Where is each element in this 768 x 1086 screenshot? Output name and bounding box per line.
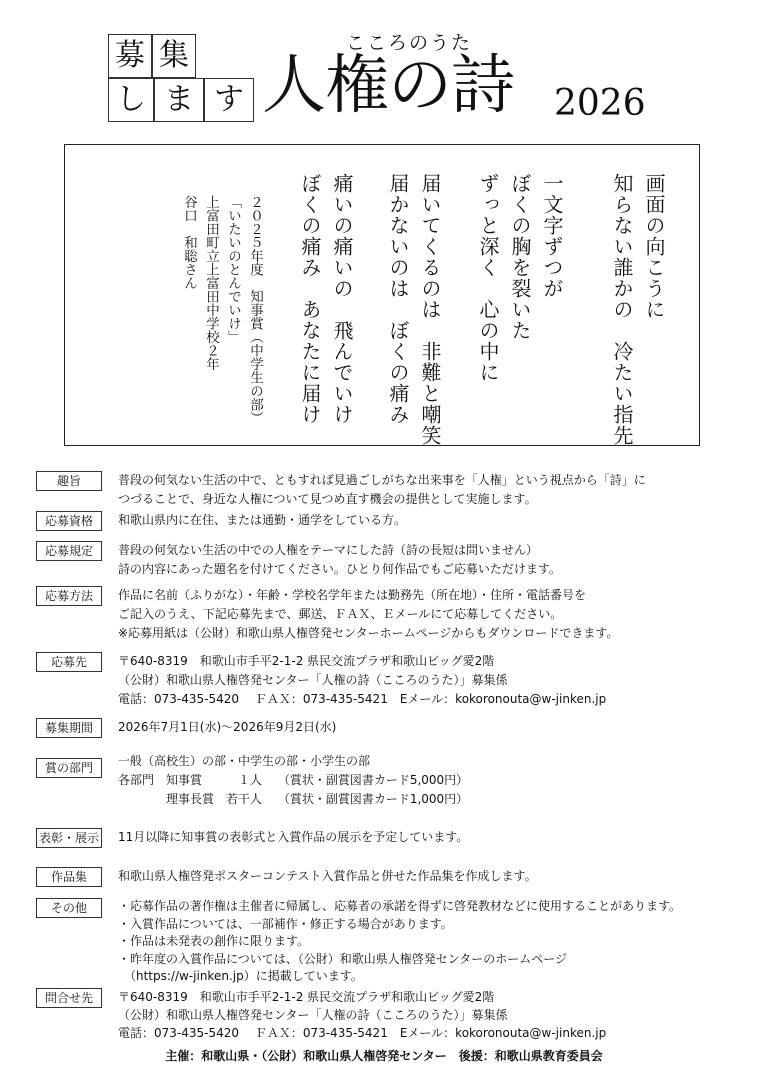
section-label: 賞の部門 <box>36 758 102 778</box>
title-furigana: こころのうた <box>346 32 473 54</box>
section-body: 11月以降に知事賞の表彰式と入賞作品の展示を予定しています。 <box>118 830 469 844</box>
poem-line: ずっと深く 心の中に <box>476 173 500 383</box>
section-label: 問合せ先 <box>36 988 102 1008</box>
section-label: 応募先 <box>36 652 102 672</box>
poem-line: 痛いの痛いの 飛んでいけ <box>330 173 354 425</box>
section-label: その他 <box>36 898 102 918</box>
section-body: 〒640-8319 和歌山市手平2-1-2 県民交流プラザ和歌山ビッグ愛2階 （公財）和歌山県人権啓発センター「人権の詩（こころのうた）」募集係 電話：073-435-5420 ＦＡＸ：073-435-5421 Eメール：kokoronouta@w-jinken.jp <box>118 990 607 1040</box>
title-year: 2026 <box>554 83 646 124</box>
section-label: 作品集 <box>36 867 102 887</box>
poem-line: 届いてくるのは 非難と嘲笑 <box>418 173 442 446</box>
section-label: 応募方法 <box>36 586 102 606</box>
boshu-char: ま <box>154 78 204 122</box>
boshu-grid <box>108 34 254 122</box>
section-body: 和歌山県内に在住、または通勤・通学をしている方。 <box>118 513 407 527</box>
poem-line: 届かないのは ぼくの痛み <box>386 173 410 425</box>
section-label: 応募資格 <box>36 511 102 531</box>
section-body: 和歌山県人権啓発ポスターコンテスト入賞作品と併せた作品集を作成します。 <box>118 869 537 883</box>
poem-credit-title: 「いたいのとんでいけ」 <box>225 195 241 344</box>
sponsor-footer: 主催：和歌山県・（公財）和歌山県人権啓発センター 後援：和歌山県教育委員会 <box>165 1049 603 1063</box>
section-body: 普段の何気ない生活の中での人権をテーマにした詩（詩の長短は問いません） 詩の内容にあった題名を付けてください。ひとり何作品でもご応募いただけます。 <box>118 543 561 576</box>
boshu-char: 集 <box>152 34 196 78</box>
section-label: 募集期間 <box>36 718 102 738</box>
poem-line: 一文字ずつが <box>540 173 564 299</box>
poem-line: 知らない誰かの 冷たい指先 <box>610 173 634 446</box>
poem-credit-school: 上富田町立上富田中学校２年 <box>203 195 219 371</box>
section-label: 表彰・展示 <box>36 828 102 848</box>
poem-line: ぼくの胸を裂いた <box>508 173 532 341</box>
boshu-char: し <box>108 78 154 122</box>
section-body: 普段の何気ない生活の中で、ともすれば見過ごしがちな出来事を「人権」という視点から「詩」に つづることで、身近な人権について見つめ直す機会の提供として実施します。 <box>118 473 646 506</box>
poem-line: 画面の向こうに <box>642 173 666 320</box>
section-body: 2026年7月1日(水)～2026年9月2日(水) <box>118 720 337 734</box>
poem-box <box>64 144 700 446</box>
section-label: 趣旨 <box>36 471 102 491</box>
boshu-char: 募 <box>108 34 152 78</box>
section-label: 応募規定 <box>36 541 102 561</box>
poem-line: ぼくの痛み あなたに届け <box>298 173 322 425</box>
boshu-char: す <box>204 78 254 122</box>
poem-credit-award: ２０２５年度 知事賞（中学生の部） <box>247 195 263 425</box>
page-title: 人権の詩 <box>262 49 514 123</box>
poem-credit-author: 谷口 和聡さん <box>181 195 197 290</box>
section-body: 一般（高校生）の部・中学生の部・小学生の部 各部門 知事賞 １人 （賞状・副賞図書カード5,000円） 理事長賞 若干人 （賞状・副賞図書カード1,000円） <box>118 754 469 806</box>
section-body: 作品に名前（ふりがな）・年齢・学校名学年または勤務先（所在地）・住所・電話番号を ご記入のうえ、下記応募先まで、郵送、ＦＡＸ、Ｅメールにて応募してください。 ※応募用紙は（公財）和歌山県人権啓発センターホームページからもダウンロードできます。 <box>118 588 619 640</box>
section-body: ・応募作品の著作権は主催者に帰属し、応募者の承諾を得ずに啓発教材などに使用することがあります。 ・入賞作品については、一部補作・修正する場合があります。 ・作品は未発表の創作に限ります。 ・昨年度の入賞作品については、（公財）和歌山県人権啓発センターのホームページ （https://w-jinken.jp）に掲載しています。 <box>118 899 682 983</box>
section-body: 〒640-8319 和歌山市手平2-1-2 県民交流プラザ和歌山ビッグ愛2階 （公財）和歌山県人権啓発センター「人権の詩（こころのうた）」募集係 電話：073-435-5420 ＦＡＸ：073-435-5421 Eメール：kokoronouta@w-jinken.jp <box>118 654 607 706</box>
